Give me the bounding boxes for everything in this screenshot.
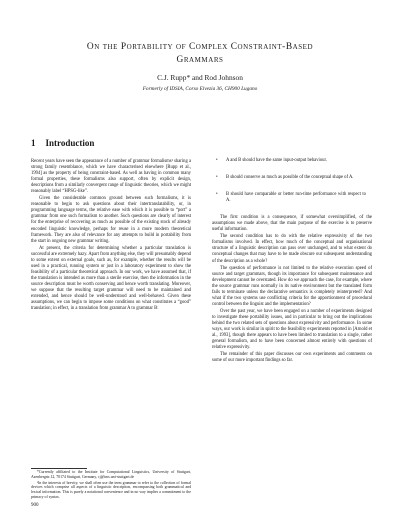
section-number: 1: [31, 138, 36, 148]
list-item: [212, 192, 372, 204]
list-item: [212, 158, 372, 164]
title-line-1: On the Portability of Complex Constraint-Based: [86, 42, 314, 52]
list-item: [212, 175, 372, 181]
paragraph: Given the considerable common ground between such formalisms, it is reasonable to begin to ask questions about their intertranslatability, or, in programming language terms, the relative ease with which it is possible to “port” a grammar from one such formalism to another. Such questions are clearly of interest for the enterprise of recovering as much as possible of the existing stock of already encoded linguistic knowledge, perhaps for reuse in a more modern theoretical framework. They are also of relevance for any attempts to build in portability from the start in ongoing new grammar writing.: [31, 196, 191, 244]
list-item-text: B should conserve as much as possible of the conceptual shape of A.: [226, 175, 354, 181]
condition-list: [212, 158, 372, 204]
page-number: 900: [31, 503, 39, 508]
paragraph: At present, the criteria for determining whether a particular translation is successful are extremely hazy. Apart from anything else, they will presumably depend to some extent on external goals, such as, for example, whether the results will be used in a practical, running system or just in a laboratory experiment to show the feasibility of a particular theoretical approach. In our work, we have assumed that, if the translation is intended as more than a sterile exercise, then the information in the source description must be worth conserving and hence worth translating. Moreover, we suppose that the resulting target grammar will need to be maintained and extended, and hence should be well-understood and well-behaved. Given these assumptions, we can begin to impose some conditions on what constitutes a “good” translation; in effect, in a translation from grammar A to grammar B:: [31, 245, 191, 312]
paragraph: Over the past year, we have been engaged on a number of experiments designed to investigate these portability issues, and in particular to bring out the implications behind the two related sets of questions about expressivity and performance. In some ways, our work is similar in spirit to the feasibility experiments reported in [Arnold et al., 1993], though there appears to have been limited to translation to a single, rather general formalism, and to have been concerned almost entirely with questions of relative expressivity.: [212, 308, 372, 351]
paper-title: [40, 41, 360, 67]
right-column: [212, 158, 372, 364]
bullet-icon: •: [216, 175, 218, 181]
footnote: *Currently affiliated to the Institute for Computational Linguistics, University of Stuttgart, Azenbergstr.12, 70174 Stuttgart, Germany, cj@ims.uni-stuttgart.de: [31, 470, 191, 479]
footnote: ¹In the interests of brevity, we shall often use the term grammar to refer to the collection of formal devices which comprise all aspects of a linguistic description, encompassing both grammatical and lexical information. This is purely a notational convenience and in no way implies a commitment to the primacy of syntax.: [31, 480, 191, 499]
section-heading: [31, 138, 94, 149]
bullet-icon: •: [216, 192, 218, 198]
paragraph: The first condition is a consequence, if somewhat oversimplified, of the assumptions we made above, that the main purpose of the exercise is to preserve useful information.: [212, 215, 372, 233]
list-item-text: B should have comparable or better run-time performance with respect to A.: [226, 192, 366, 204]
paragraph: Recent years have seen the appearance of a number of grammar formalisms¹ sharing a strong family resemblance, which we have characterised elsewhere [Rupp et al., 1994] as the property of being constraint-based. As well as having in common many formal properties, these formalisms also support, often by explicit design, descriptions from a similarly convergent range of linguistic theories, which we might reasonably label “HPSG-like”.: [31, 159, 192, 195]
section-title: Introduction: [45, 138, 95, 148]
paragraph: The question of performance is not limited to the relative execution speed of source and target grammars, though its importance for subsequent maintenance and development cannot be overstated. How do we approach the case, for example, where the source grammar runs normally in its native environment but the translated form fails to terminate unless the declarative semantics is completely reinterpreted? And what if the two systems use conflicting criteria for the apportionment of procedural control between the linguist and the implementation?: [212, 265, 372, 307]
title-line-2: Grammars: [176, 55, 224, 65]
authors: C.J. Rupp* and Rod Johnson: [157, 73, 243, 82]
list-item-text: A and B should have the same input-output behaviour.: [226, 158, 327, 163]
left-column: [31, 159, 191, 312]
paragraph: The second condition has to do with the relative expressivity of the two formalisms involved. In effect, how much of the conceptual and organisational structure of a linguistic description can pass over unchanged, and to what extent do conceptual changes that may have to be made obscure our subsequent understanding of the description as a whole?: [212, 234, 372, 264]
affiliation: Formerly of IDSIA, Corso Elvezia 36, CH900 Lugano: [142, 86, 258, 92]
bullet-icon: •: [216, 158, 218, 163]
paragraph: The remainder of this paper discusses our own experiments and comments on some of our more important findings so far.: [212, 352, 372, 364]
footnote-divider: [31, 468, 87, 469]
footnotes: [31, 470, 191, 501]
